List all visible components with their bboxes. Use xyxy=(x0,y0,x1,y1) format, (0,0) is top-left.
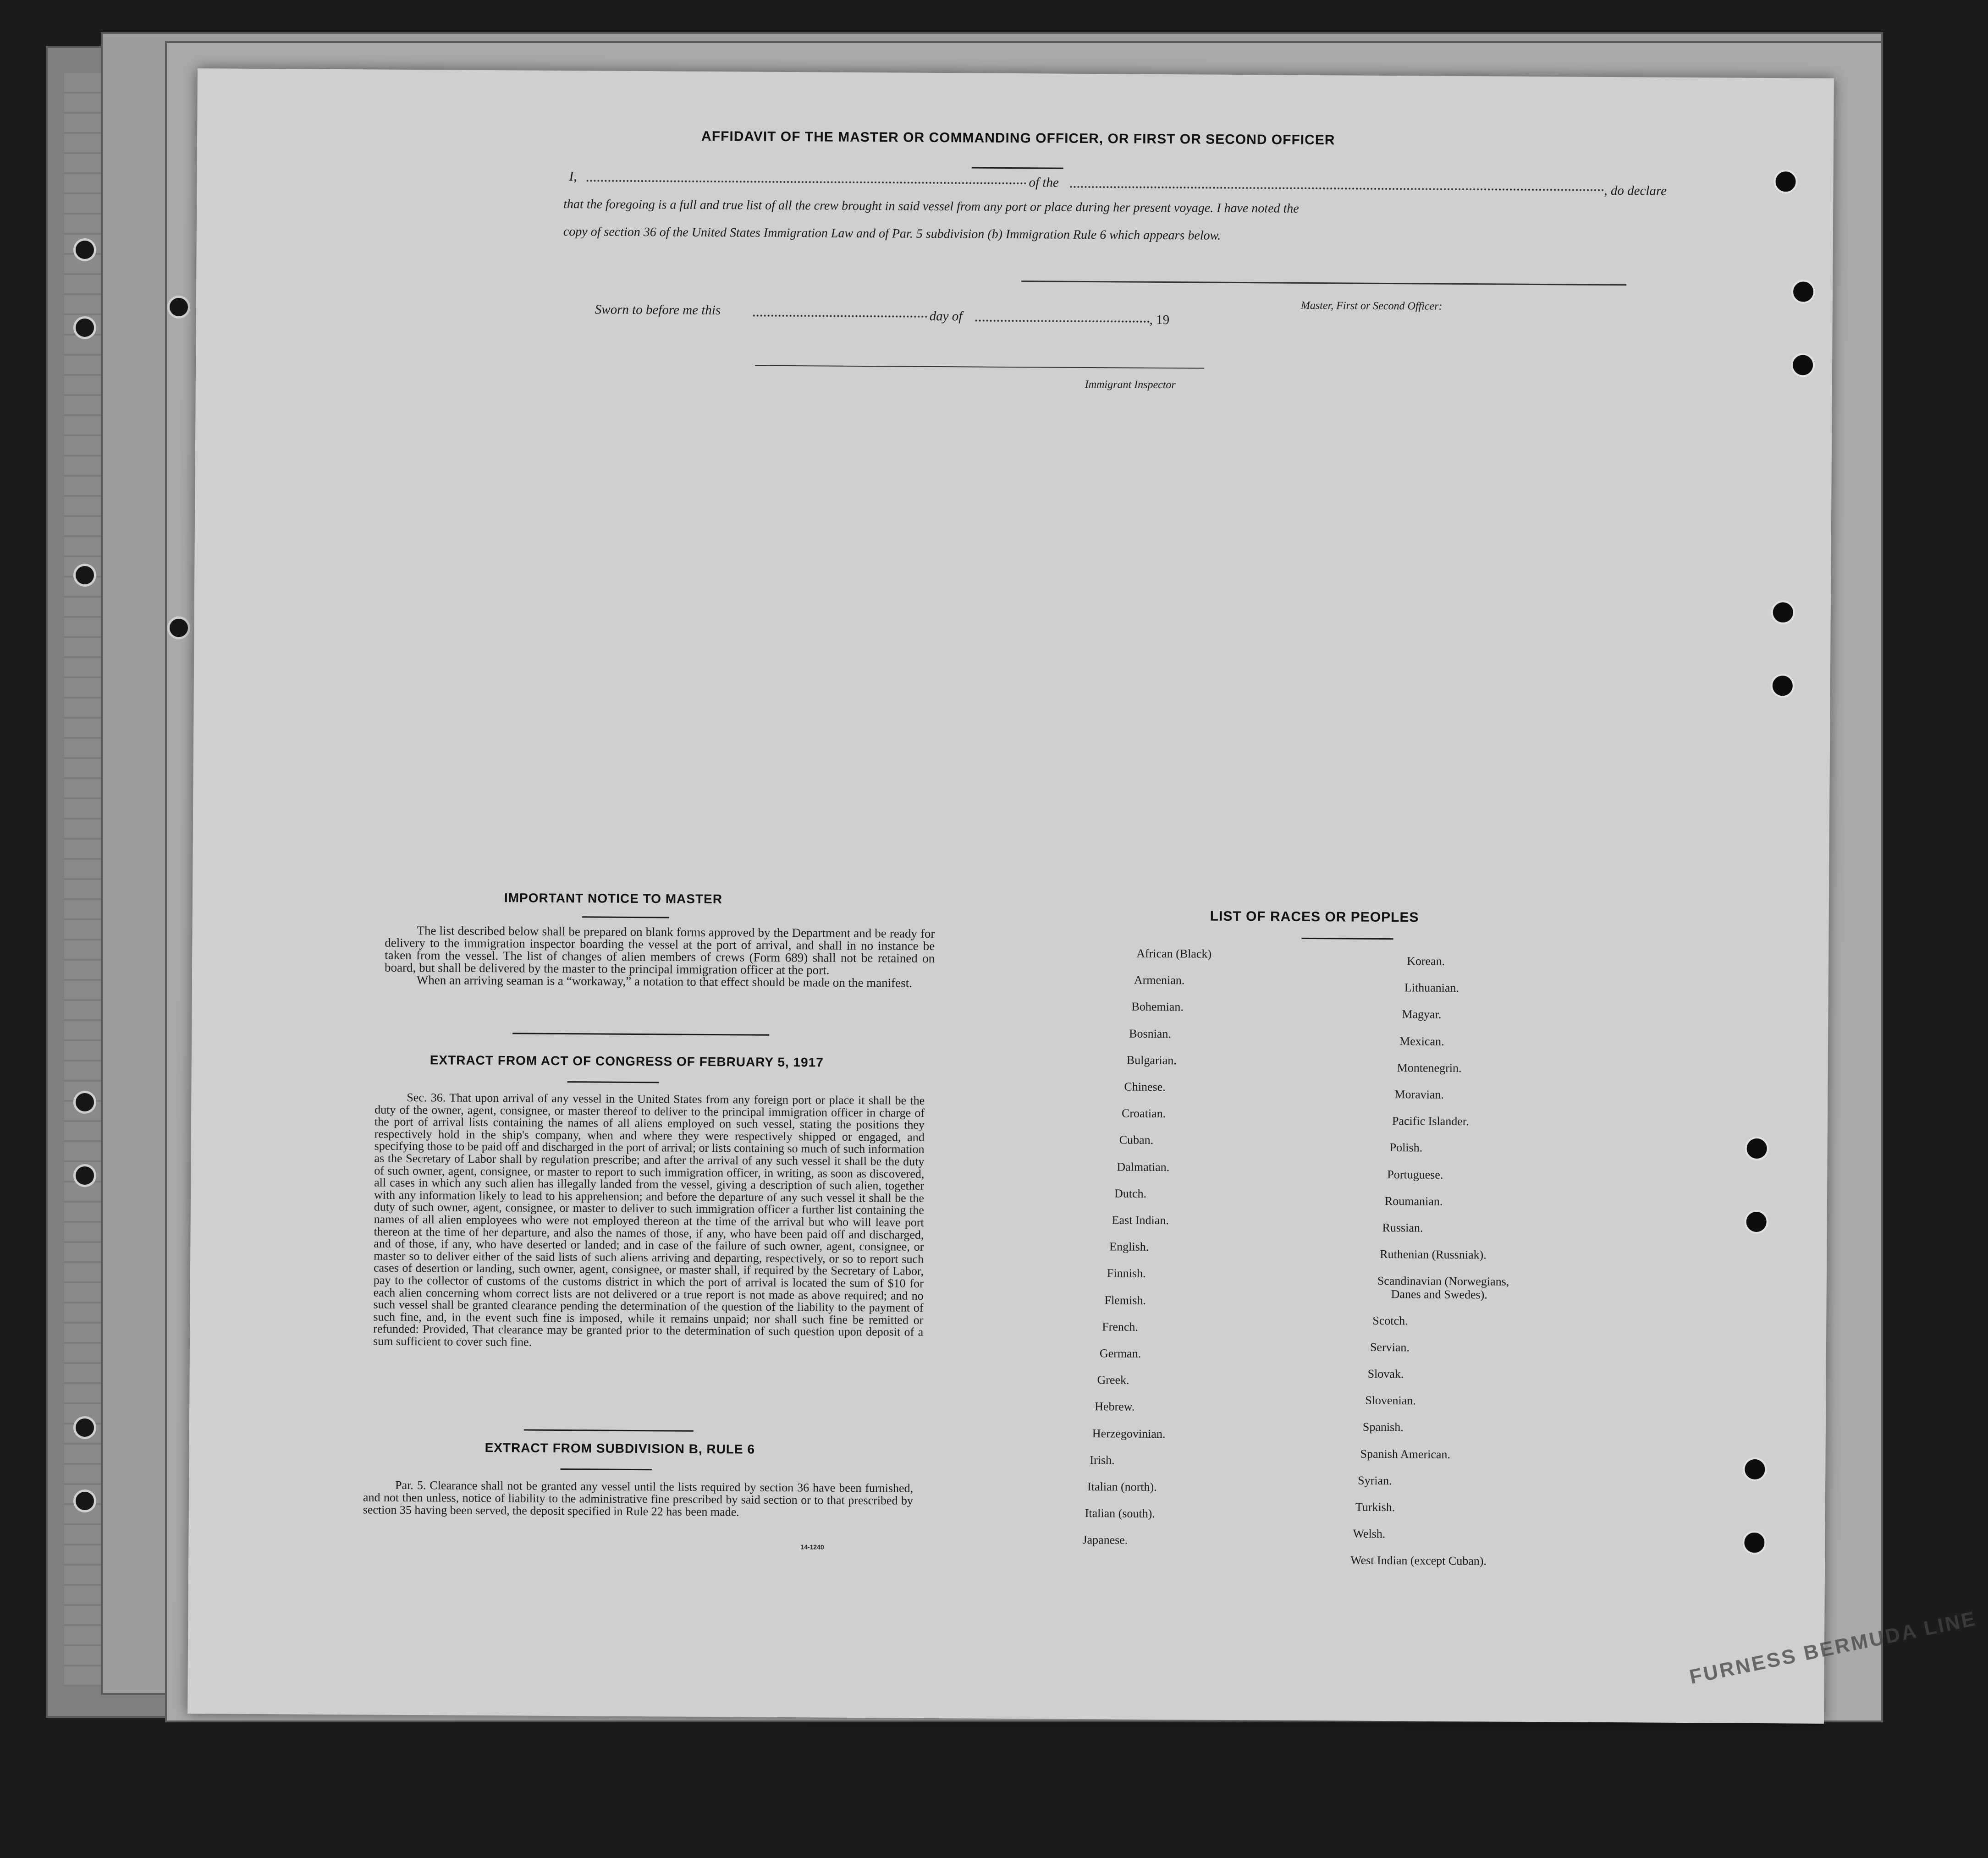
race-item: Chinese. xyxy=(1124,1080,1166,1094)
race-item: Bosnian. xyxy=(1129,1027,1171,1040)
race-item: Irish. xyxy=(1090,1453,1115,1467)
sworn-month-blank[interactable] xyxy=(975,320,1150,323)
punch-hole xyxy=(1742,1531,1766,1555)
race-item: Hebrew. xyxy=(1095,1400,1135,1414)
race-item: Scandinavian (Norwegians, xyxy=(1377,1274,1509,1289)
inspector-label: Immigrant Inspector xyxy=(1085,378,1176,391)
race-item: Scotch. xyxy=(1372,1314,1408,1327)
affidavit-title: AFFIDAVIT OF THE MASTER OR COMMANDING OFFICER, OR FIRST OR SECOND OFFICER xyxy=(701,128,1335,148)
binder-hole xyxy=(73,316,96,339)
extract-rule-text xyxy=(363,1479,913,1519)
notice-title: IMPORTANT NOTICE TO MASTER xyxy=(504,891,723,907)
master-signature-label: Master, First or Second Officer: xyxy=(1300,299,1443,313)
punch-hole xyxy=(1791,353,1815,377)
races-rule xyxy=(1301,938,1393,940)
sworn-prefix: Sworn to before me this xyxy=(595,302,721,318)
rule-6-text: Par. 5. Clearance shall not be granted any vessel until the lists required by section 36 have been furnished, and not then unless, notice of liability to the administrative fine prescribed by said section or to that prescribed by section 35 having been served, the deposit specified in Rule 22 has been made. xyxy=(363,1478,914,1519)
race-item: Danes and Swedes). xyxy=(1391,1287,1487,1301)
race-item: Roumanian. xyxy=(1384,1194,1443,1208)
extract-rule-rule xyxy=(560,1468,652,1470)
race-item: Armenian. xyxy=(1134,973,1185,987)
binder-hole xyxy=(73,238,96,261)
race-item: Spanish American. xyxy=(1360,1447,1451,1461)
race-item: Dalmatian. xyxy=(1117,1160,1170,1174)
race-item: Italian (north). xyxy=(1087,1480,1157,1494)
race-item: East Indian. xyxy=(1112,1213,1169,1227)
race-item: Servian. xyxy=(1370,1340,1410,1354)
punch-hole xyxy=(1773,170,1797,193)
notice-paragraph-1: The list described below shall be prepared on blank forms approved by the Department and be ready for delivery to the immigration inspector boarding the vessel at the port of arrival, and shall in no instance be taken from the vessel. The list of changes of alien members of crews (Form 689) shall not be retained on board, but shall be delivered by the master to the principal immigration officer at the port. xyxy=(384,924,935,977)
punch-hole xyxy=(1771,674,1795,698)
race-item: Spanish. xyxy=(1362,1420,1404,1434)
extract-rule-title: EXTRACT FROM SUBDIVISION B, RULE 6 xyxy=(485,1440,755,1457)
master-signature-line[interactable] xyxy=(1021,280,1626,286)
race-item: African (Black) xyxy=(1136,946,1212,961)
race-item: Finnish. xyxy=(1107,1266,1146,1281)
race-item: Mexican. xyxy=(1399,1034,1444,1048)
race-item: Polish. xyxy=(1389,1141,1423,1154)
binder-hole xyxy=(73,1091,96,1114)
title-rule xyxy=(972,167,1063,169)
binder-hole xyxy=(73,1164,96,1187)
race-item: Slovenian. xyxy=(1365,1393,1416,1407)
race-item: West Indian (except Cuban). xyxy=(1350,1553,1487,1568)
race-item: Flemish. xyxy=(1104,1293,1146,1307)
race-item: Bohemian. xyxy=(1131,1000,1184,1014)
race-item: Cuban. xyxy=(1119,1133,1154,1147)
vessel-blank[interactable] xyxy=(1070,186,1604,191)
race-item: Portuguese. xyxy=(1387,1167,1443,1182)
race-item: Russian. xyxy=(1382,1220,1423,1235)
race-item: Moravian. xyxy=(1394,1088,1444,1101)
notice-text xyxy=(385,924,935,989)
race-item: Herzegovinian. xyxy=(1092,1426,1166,1440)
race-item: Korean. xyxy=(1407,954,1445,968)
notice-rule xyxy=(582,916,669,918)
binder-hole xyxy=(73,564,96,587)
race-item: Japanese. xyxy=(1082,1533,1128,1547)
extract-act-text xyxy=(373,1092,925,1351)
race-item: Dutch. xyxy=(1114,1187,1147,1200)
punch-hole xyxy=(1745,1137,1769,1160)
affidavit-line-2: that the foregoing is a full and true list of all the crew brought in said vessel from any port or place during her present voyage. I have noted the xyxy=(563,197,1299,216)
punch-hole xyxy=(1745,1210,1768,1234)
affidavit-declare: , do declare xyxy=(1604,183,1667,198)
race-item: Syrian. xyxy=(1358,1473,1392,1487)
sworn-year: , 19 xyxy=(1149,312,1170,328)
section-divider xyxy=(512,1033,769,1035)
race-item: Magyar. xyxy=(1402,1007,1442,1022)
race-item: English. xyxy=(1109,1240,1149,1254)
punch-hole xyxy=(1791,280,1815,303)
race-item: Bulgarian. xyxy=(1126,1053,1177,1067)
shipping-line-stamp: FURNESS BERMUDA LINE xyxy=(1687,1607,1979,1688)
race-item: German. xyxy=(1099,1347,1141,1360)
notice-paragraph-2: When an arriving seaman is a “workaway,” a notation to that effect should be made on the manifest. xyxy=(416,973,913,990)
race-item: Pacific Islander. xyxy=(1392,1114,1469,1128)
affidavit-line-3: copy of section 36 of the United States Immigration Law and of Par. 5 subdivision (b) Immigration Rule 6 which appears below. xyxy=(563,225,1221,243)
binder-hole xyxy=(73,1416,96,1439)
affidavit-of-the: of the xyxy=(1029,175,1059,190)
section-36-text: Sec. 36. That upon arrival of any vessel in the United States from any foreign port or place it shall be the duty of the owner, agent, consignee, or master thereof to deliver to the principal immigration officer in charge of the port of arrival lists containing the names of all aliens employed on such vessel, stating the positions they respectively hold in the ship's company, when and where they were respectively shipped or engaged, and specifying those to be paid off and discharged in the port of arrival; or lists containing so much of such information as the Secretary of Labor shall by regulation prescribe; and after the arrival of any such vessel it shall be the duty of such owner, agent, consignee, or master to report to such immigration officer, in writing, as soon as discovered, all cases in which any such alien has illegally landed from the vessel, giving a description of such alien, together with any information likely to lead to his apprehension; and before the departure of any such vessel it shall be the duty of such owner, agent, consignee, or master to deliver to such immigration officer a further list containing the names of all alien employees who were not employed thereon at the time of the arrival but who will leave port thereon at the time of her departure, and also the names of those, if any, who have been paid off and discharged, and of those, if any, who have deserted or landed; and in case of the failure of such owner, agent, consignee, or master so to deliver either of the said lists of such aliens arriving and departing, respectively, or so to report such cases of desertion or landing, such owner, agent, consignee, or master shall, if required by the Secretary of Labor, pay to the collector of customs of the customs district in which the port of arrival is located the sum of $10 for each alien concerning whom correct lists are not delivered or a true report is not made as above required; and no such vessel shall be granted clearance pending the determination of the question of the liability to the payment of such fine, and, in the event such fine is imposed, while it remains unpaid; nor shall such fine be remitted or refunded: Provided, That clearance may be granted prior to the determination of such question upon deposit of a sum sufficient to cover such fine. xyxy=(373,1090,925,1349)
affidavit-i: I, xyxy=(569,169,577,184)
punch-hole xyxy=(1743,1457,1767,1481)
extract-act-rule xyxy=(567,1081,659,1083)
binder-hole xyxy=(167,616,190,639)
form-number: 14-1240 xyxy=(800,1543,824,1551)
race-item: Ruthenian (Russniak). xyxy=(1380,1248,1487,1262)
binder-hole xyxy=(73,1490,96,1512)
inspector-signature-line[interactable] xyxy=(755,365,1204,369)
extract-act-title: EXTRACT FROM ACT OF CONGRESS OF FEBRUARY 5, 1917 xyxy=(430,1053,824,1070)
binder-hole xyxy=(167,296,190,319)
punch-hole xyxy=(1771,600,1795,624)
race-item: Lithuanian. xyxy=(1404,981,1459,995)
race-item: Italian (south). xyxy=(1085,1506,1155,1521)
race-item: Montenegrin. xyxy=(1397,1061,1462,1075)
sworn-day-blank[interactable] xyxy=(753,315,927,318)
race-item: Croatian. xyxy=(1122,1106,1166,1121)
section-divider xyxy=(524,1429,694,1432)
sworn-day-of: day of xyxy=(929,308,963,324)
race-item: French. xyxy=(1102,1320,1139,1334)
race-item: Slovak. xyxy=(1367,1367,1404,1381)
races-title: LIST OF RACES OR PEOPLES xyxy=(1210,908,1419,925)
race-item: Welsh. xyxy=(1353,1527,1386,1541)
race-item: Greek. xyxy=(1097,1373,1129,1387)
race-item: Turkish. xyxy=(1355,1500,1395,1514)
crew-list-form-page xyxy=(187,68,1979,1724)
name-blank[interactable] xyxy=(587,180,1027,184)
